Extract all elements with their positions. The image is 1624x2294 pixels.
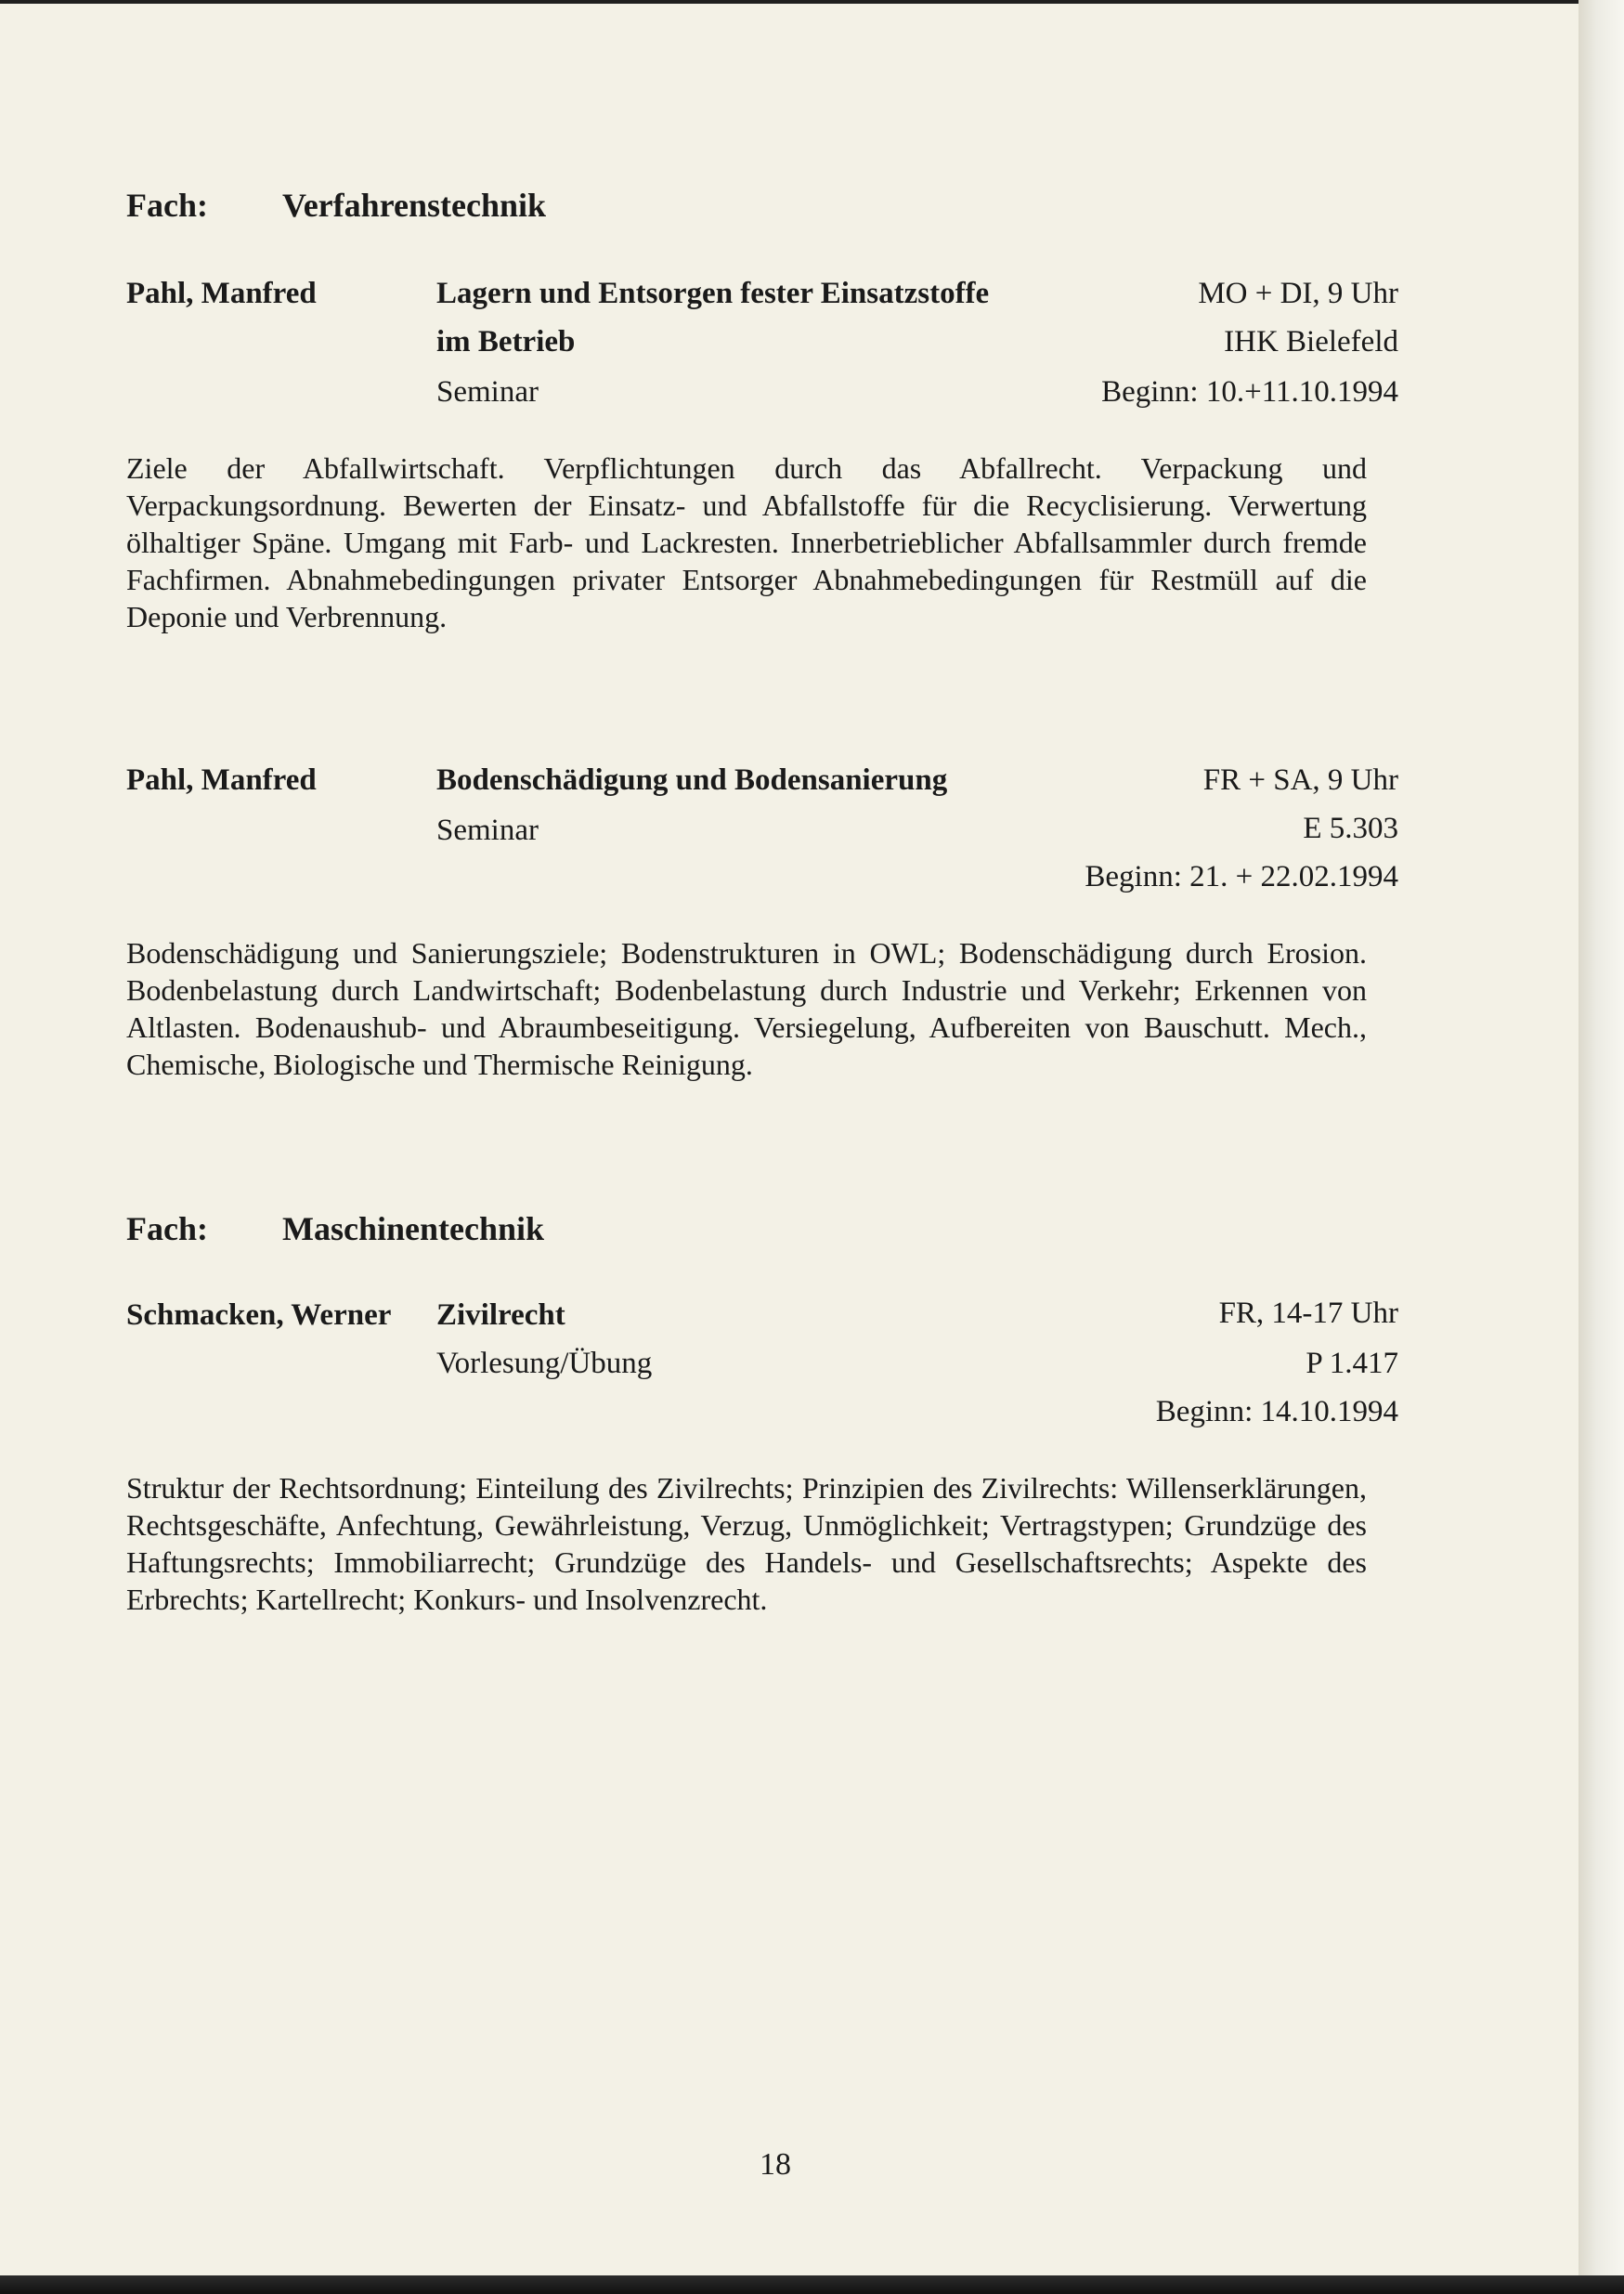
fach-label: Fach: <box>126 1210 208 1247</box>
subject-name: Verfahrenstechnik <box>282 187 547 224</box>
subject-name: Maschinentechnik <box>282 1210 545 1247</box>
course-lecturer: Pahl, Manfred <box>126 763 317 797</box>
page-number: 18 <box>760 2147 791 2182</box>
course-time: FR + SA, 9 Uhr <box>1202 763 1398 797</box>
course-description: Bodenschädigung und Sanierungsziele; Bodenstrukturen in OWL; Bodenschädigung durch Erosion. Bodenbelastung durch Landwirtschaft; Bodenbelastung durch Industrie und Verkehr; Erkennen von Altlasten. Bodenaushub- und Abraumbeseitigung. Versiegelung, Aufbereiten von Bauschutt. Mech., Chemische, Biologische und Thermische Reinigung. <box>126 936 1367 1081</box>
course-room: IHK Bielefeld <box>1224 325 1398 358</box>
scan-bottom-edge <box>0 2275 1624 2294</box>
course-time: FR, 14-17 Uhr <box>1218 1297 1398 1330</box>
course-start: Beginn: 14.10.1994 <box>1155 1395 1398 1428</box>
course-type: Vorlesung/Übung <box>436 1347 653 1380</box>
course-title-continued: im Betrieb <box>436 325 576 358</box>
course-start: Beginn: 10.+11.10.1994 <box>1101 375 1398 409</box>
section-heading-verfahrenstechnik <box>126 186 546 225</box>
course-description: Ziele der Abfallwirtschaft. Verpflichtungen durch das Abfallrecht. Verpackung und Verpackungsordnung. Bewerten der Einsatz- und Abfallstoffe für die Recyclisierung. Verwertung ölhaltiger Späne. Umgang mit Farb- und Lackresten. Innerbetrieblicher Abfallsammler durch fremde Fachfirmen. Abnahmebedingungen privater Entsorger Abnahmebedingungen für Restmüll auf die Deponie und Verbrennung. <box>126 451 1367 633</box>
scan-top-edge <box>0 0 1624 4</box>
course-title: Zivilrecht <box>436 1298 565 1332</box>
course-title: Lagern und Entsorgen fester Einsatzstoffe <box>436 277 990 310</box>
course-start: Beginn: 21. + 22.02.1994 <box>1085 860 1398 893</box>
section-heading-maschinentechnik <box>126 1209 544 1248</box>
course-time: MO + DI, 9 Uhr <box>1198 277 1398 310</box>
course-description: Struktur der Rechtsordnung; Einteilung des Zivilrechts; Prinzipien des Zivilrechts: Willenserklärungen, Rechtsgeschäfte, Anfechtung, Gewährleistung, Verzug, Unmöglichkeit; Vertragstypen; Grundzüge des Haftungsrechts; Immobiliarrecht; Grundzüge des Handels- und Gesellschaftsrechts; Aspekte des Erbrechts; Kartellrecht; Konkurs- und Insolvenzrecht. <box>126 1471 1367 1616</box>
course-lecturer: Pahl, Manfred <box>126 277 317 310</box>
fach-label: Fach: <box>126 187 208 224</box>
course-lecturer: Schmacken, Werner <box>126 1298 392 1332</box>
course-room: E 5.303 <box>1303 812 1398 845</box>
course-title: Bodenschädigung und Bodensanierung <box>436 763 948 797</box>
course-type: Seminar <box>436 375 539 409</box>
course-room: P 1.417 <box>1306 1347 1398 1380</box>
course-type: Seminar <box>436 814 539 847</box>
scan-right-edge <box>1579 0 1624 2294</box>
